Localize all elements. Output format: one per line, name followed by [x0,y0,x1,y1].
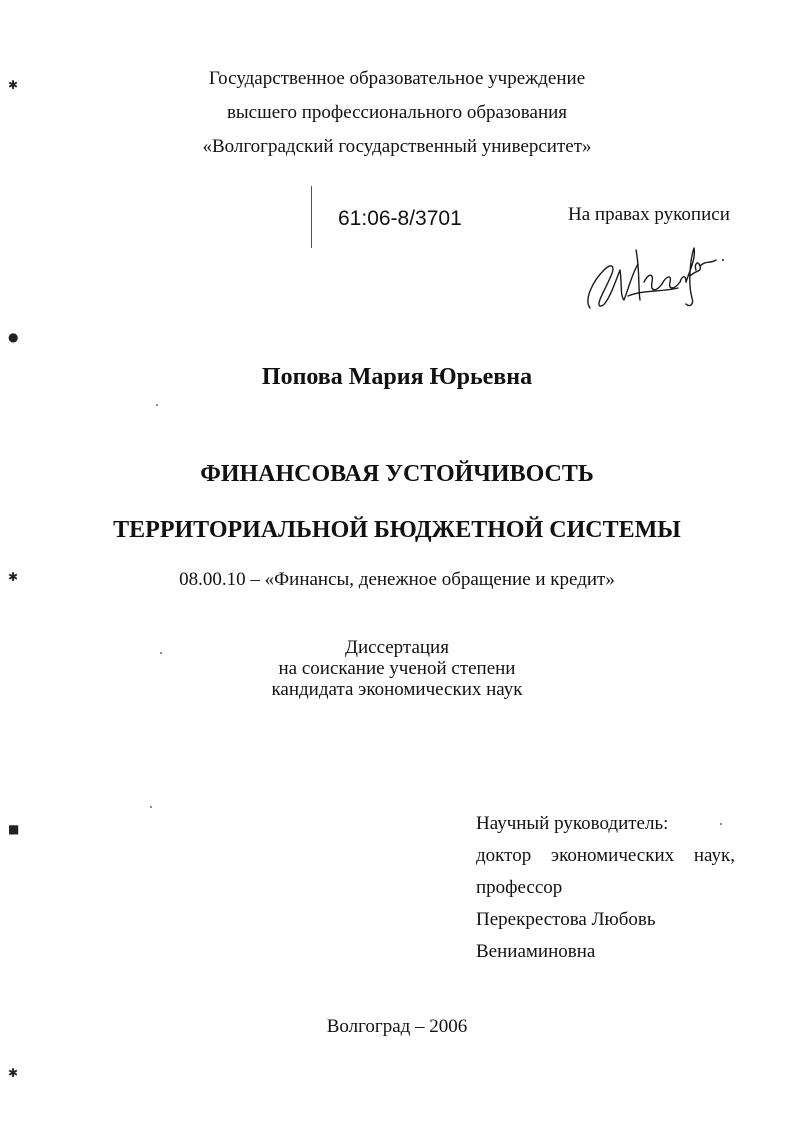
advisor-rank: профессор [476,877,563,898]
signature-icon [582,230,732,320]
institution-line: высшего профессионального образования [226,102,568,123]
archive-code: 61:06-8/3701 [338,207,462,230]
degree-line: кандидата экономических наук [271,679,523,700]
margin-mark-icon: ✱ [8,570,19,584]
degree-line: на соискание ученой степени [278,658,516,679]
stamp-divider [311,186,312,248]
degree-statement [0,637,794,700]
scan-speck [156,404,158,406]
institution-header [0,62,794,164]
margin-mark-icon: ● [8,330,19,344]
advisor-label: Научный руководитель: [476,813,669,834]
specialty-code: 08.00.10 – «Финансы, денежное обращение и кредит» [179,569,615,590]
institution-line: Государственное образовательное учреждение [208,68,586,89]
advisor-degree [476,840,735,872]
institution-line: «Волгоградский государственный университет» [202,136,592,157]
margin-mark-icon: ✱ [8,78,19,92]
advisor-degree-word: экономических [550,845,675,866]
advisor-block [476,808,735,968]
advisor-degree-word: наук, [693,845,735,866]
scan-speck [150,806,152,808]
degree-line: Диссертация [345,637,449,658]
manuscript-note: На правах рукописи [568,204,730,225]
advisor-name: Вениаминовна [476,941,596,962]
thesis-title-line: ТЕРРИТОРИАЛЬНОЙ БЮДЖЕТНОЙ СИСТЕМЫ [113,517,681,543]
advisor-name: Перекрестова Любовь [476,909,656,930]
thesis-title-line: ФИНАНСОВАЯ УСТОЙЧИВОСТЬ [200,461,594,487]
city-year: Волгоград – 2006 [326,1016,468,1037]
margin-mark-icon: ✱ [8,1066,19,1080]
advisor-degree-word: доктор [476,845,532,866]
margin-mark-icon: ■ [8,822,20,836]
author-name: Попова Мария Юрьевна [261,364,533,390]
thesis-title [0,446,794,558]
